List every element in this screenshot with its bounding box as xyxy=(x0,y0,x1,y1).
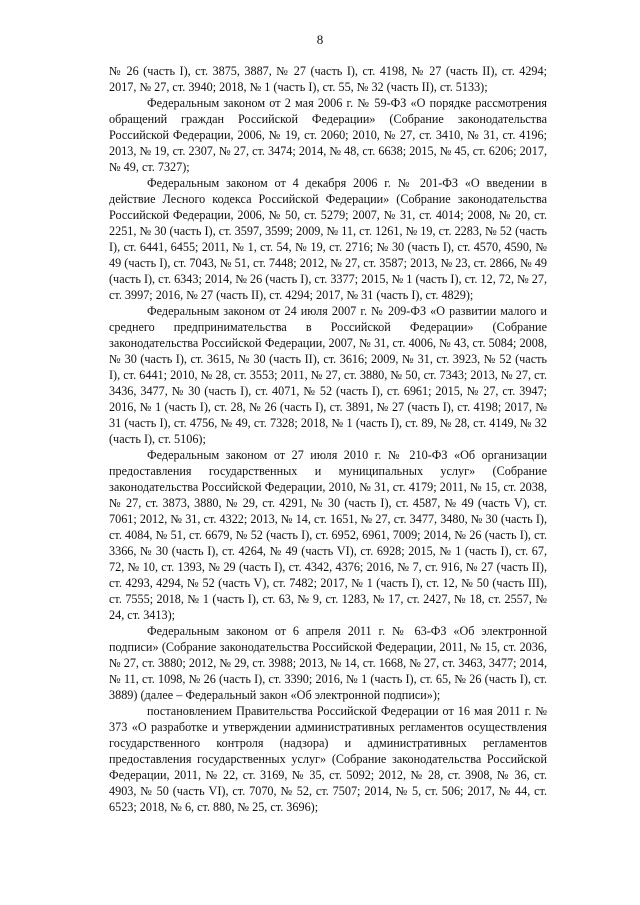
paragraph-law-59-fz: Федеральным законом от 2 мая 2006 г. № 59-ФЗ «О порядке рассмотрения обращений граждан Российской Федерации» (Собрание законодательства Российской Федерации, 2006, № 19, ст. 2060; 2010, № 27, ст. 3410, № 31, ст. 4196; 2013, № 19, ст. 2307, № 27, ст. 3474; 2014, № 48, ст. 6638; 2015, № 45, ст. 6206; 2017, № 49, ст. 7327); xyxy=(109,96,547,174)
paragraph-resolution-373: постановлением Правительства Российской Федерации от 16 мая 2011 г. № 373 «О разработке и утверждении административных регламентов осуществления государственного контроля (надзора) и административных регламентов предоставления государственных услуг» (Собрание законодательства Российской Федерации, 2011, № 22, ст. 3169, № 35, ст. 5092; 2012, № 28, ст. 3908, № 36, ст. 4903, № 50 (часть VI), ст. 7070, № 52, ст. 7507; 2014, № 5, ст. 506; 2017, № 44, ст. 6523; 2018, № 6, ст. 880, № 25, ст. 3696); xyxy=(109,704,547,814)
page-number: 8 xyxy=(316,32,324,47)
paragraph-law-201-fz: Федеральным законом от 4 декабря 2006 г. № 201-ФЗ «О введении в действие Лесного кодекса Российской Федерации» (Собрание законодательства Российской Федерации, 2006, № 50, ст. 5279; 2007, № 31, ст. 4014; 2008, № 20, ст. 2251, № 30 (часть I), ст. 3597, 3599; 2009, № 11, ст. 1261, № 19, ст. 2283, № 52 (часть I), ст. 6441, 6455; 2011, № 1, ст. 54, № 19, ст. 2716; № 30 (часть I), ст. 4570, 4590, № 49 (часть I), ст. 7043, № 51, ст. 7448; 2012, № 27, ст. 3587; 2013, № 23, ст. 2866, № 49 (часть I), ст. 6343; 2014, № 26 (часть I), ст. 3377; 2015, № 1 (часть I), ст. 12, 72, № 27, ст. 3997; 2016, № 27 (часть II), ст. 4294; 2017, № 31 (часть I), ст. 4829); xyxy=(109,176,547,302)
document-body xyxy=(109,63,547,815)
paragraph-law-63-fz: Федеральным законом от 6 апреля 2011 г. № 63-ФЗ «Об электронной подписи» (Собрание законодательства Российской Федерации, 2011, № 15, ст. 2036, № 27, ст. 3880; 2012, № 29, ст. 3988; 2013, № 14, ст. 1668, № 27, ст. 3463, 3477; 2014, № 11, ст. 1098, № 26 (часть I), ст. 3390; 2016, № 1 (часть I), ст. 65, № 26 (часть I), ст. 3889) (далее – Федеральный закон «Об электронной подписи»); xyxy=(109,624,547,702)
paragraph-law-209-fz: Федеральным законом от 24 июля 2007 г. № 209-ФЗ «О развитии малого и среднего предпринимательства в Российской Федерации» (Собрание законодательства Российской Федерации, 2007, № 31, ст. 4006, № 43, ст. 5084; 2008, № 30 (часть I), ст. 3615, № 30 (часть II), ст. 3616; 2009, № 31, ст. 3923, № 52 (часть I), ст. 6441; 2010, № 28, ст. 3553; 2011, № 27, ст. 3880, № 50, ст. 7343; 2013, № 27, ст. 3436, 3477, № 30 (часть I), ст. 4071, № 52 (часть I), ст. 6961; 2015, № 27, ст. 3947; 2016, № 1 (часть I), ст. 28, № 26 (часть I), ст. 3891, № 27 (часть I), ст. 4198; 2017, № 31 (часть I), ст. 4756, № 49, ст. 7328; 2018, № 1 (часть I), ст. 89, № 28, ст. 4149, № 32 (часть I), ст. 5106); xyxy=(109,304,547,446)
paragraph-continuation: № 26 (часть I), ст. 3875, 3887, № 27 (часть I), ст. 4198, № 27 (часть II), ст. 4294; 2017, № 27, ст. 3940; 2018, № 1 (часть I), ст. 55, № 32 (часть II), ст. 5133); xyxy=(109,64,547,94)
paragraph-law-210-fz: Федеральным законом от 27 июля 2010 г. № 210-ФЗ «Об организации предоставления государственных и муниципальных услуг» (Собрание законодательства Российской Федерации, 2010, № 31, ст. 4179; 2011, № 15, ст. 2038, № 27, ст. 3873, 3880, № 29, ст. 4291, № 30 (часть I), ст. 4587, № 49 (часть V), ст. 7061; 2012, № 31, ст. 4322; 2013, № 14, ст. 1651, № 27, ст. 3477, 3480, № 30 (часть I), ст. 4084, № 51, ст. 6679, № 52 (часть I), ст. 6952, 6961, 7009; 2014, № 26 (часть I), ст. 3366, № 30 (часть I), ст. 4264, № 49 (часть VI), ст. 6928; 2015, № 1 (часть I), ст. 67, 72, № 10, ст. 1393, № 29 (часть I), ст. 4342, 4376; 2016, № 7, ст. 916, № 27 (часть II), ст. 4293, 4294, № 52 (часть V), ст. 7482; 2017, № 1 (часть I), ст. 12, № 50 (часть III), ст. 7555; 2018, № 1 (часть I), ст. 63, № 9, ст. 1283, № 17, ст. 2427, № 18, ст. 2557, № 24, ст. 3413); xyxy=(109,448,547,622)
